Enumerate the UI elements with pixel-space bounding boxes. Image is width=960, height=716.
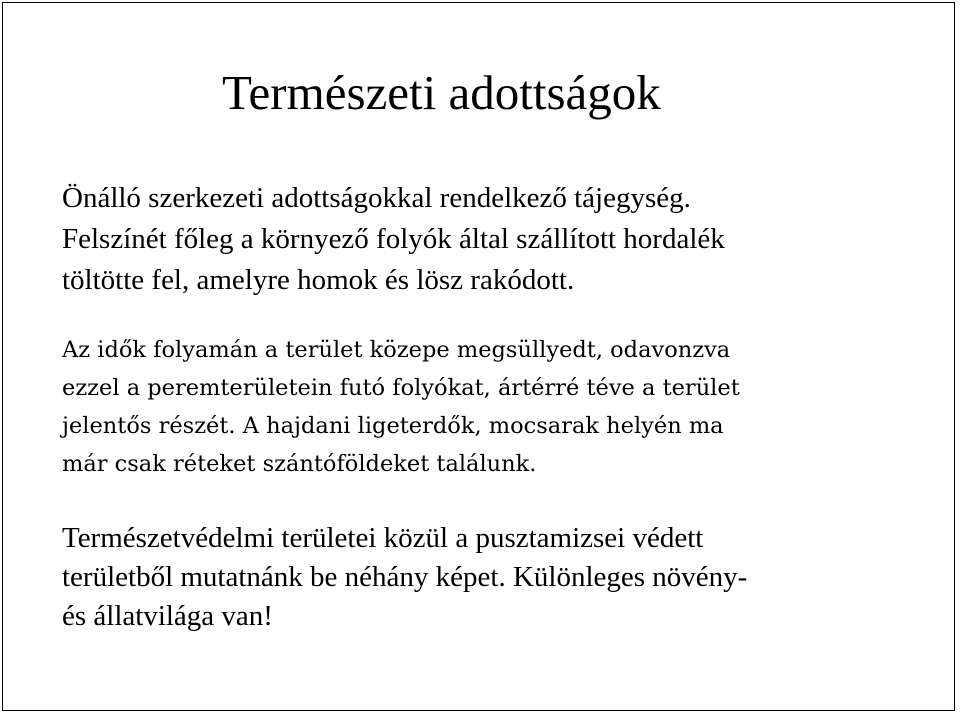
paragraph-protected-area xyxy=(62,519,747,636)
slide xyxy=(2,2,955,711)
paragraph-line: és állatvilága van! xyxy=(62,600,273,632)
paragraph-line: Az idők folyamán a terület közepe megsüllyedt, odavonzva xyxy=(62,337,731,363)
paragraph-line: már csak réteket szántóföldeket találunk. xyxy=(62,451,537,477)
paragraph-landscape xyxy=(62,178,725,301)
paragraph-line: Felszínét főleg a környező folyók által szállított hordalék xyxy=(62,223,725,255)
paragraph-line: jelentős részét. A hajdani ligeterdők, mocsarak helyén ma xyxy=(62,413,724,439)
slide-title: Természeti adottságok xyxy=(222,65,661,120)
paragraph-line: Természetvédelmi területei közül a pusztamizsei védett xyxy=(62,522,704,554)
paragraph-line: Önálló szerkezeti adottságokkal rendelkező tájegység. xyxy=(62,182,691,214)
paragraph-line: területből mutatnánk be néhány képet. Különleges növény- xyxy=(62,561,748,593)
paragraph-line: töltötte fel, amelyre homok és lösz rakódott. xyxy=(62,264,575,296)
paragraph-line: ezzel a peremterületein futó folyókat, ártérré téve a terület xyxy=(62,375,740,401)
paragraph-history xyxy=(62,331,740,483)
